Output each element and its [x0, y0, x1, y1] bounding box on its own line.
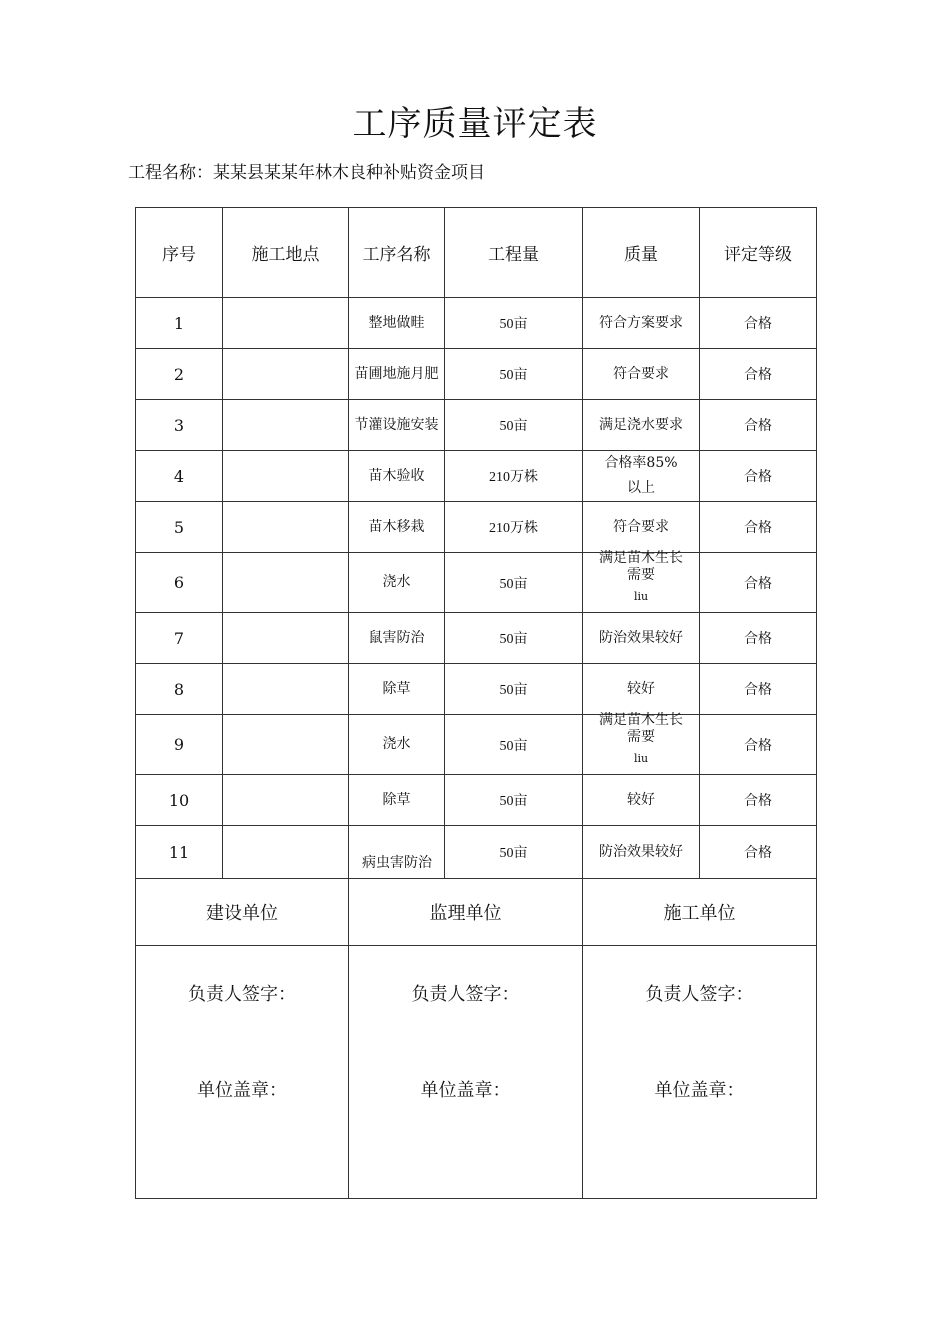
table-row: [136, 298, 817, 349]
signature-label: 负责人签字：: [188, 984, 296, 1005]
cell-grade: 合格: [700, 451, 817, 502]
header-quantity: 工程量: [445, 208, 583, 298]
cell-location: [223, 502, 349, 553]
cell-process: [349, 451, 445, 502]
table-row: [136, 451, 817, 502]
cell-quality: [583, 826, 700, 879]
cell-quality: [583, 400, 700, 451]
cell-process: [349, 613, 445, 664]
cell-quality: [583, 550, 700, 613]
process-text: 浇水: [382, 736, 411, 752]
cell-quantity: 210万株: [445, 451, 583, 502]
quality-text: 较好: [627, 791, 655, 808]
process-text: 浇水: [382, 574, 411, 590]
process-text: 除草: [382, 680, 411, 697]
process-text: 整地做畦: [368, 314, 425, 331]
process-text: 苗圃地施月肥: [354, 365, 439, 382]
cell-quantity: 50亩: [445, 775, 583, 826]
quality-annotation: liu: [633, 752, 649, 765]
cell-quantity: 50亩: [445, 664, 583, 715]
cell-seq: 2: [136, 349, 223, 400]
page-title: 工序质量评定表: [352, 104, 598, 144]
cell-grade: 合格: [700, 664, 817, 715]
quality-text: 符合要求: [613, 365, 669, 382]
cell-location: [223, 775, 349, 826]
quality-text: 满足苗木生长需要: [599, 712, 683, 745]
table-row: [136, 502, 817, 553]
cell-location: [223, 298, 349, 349]
table-row: [136, 775, 817, 826]
cell-location: [223, 451, 349, 502]
cell-process: [349, 553, 445, 613]
cell-location: [223, 613, 349, 664]
supervision-unit-label: 监理单位: [349, 879, 583, 946]
cell-seq: 7: [136, 613, 223, 664]
process-text: 苗木验收: [368, 467, 425, 484]
header-seq: 序号: [136, 208, 223, 298]
cell-process: [349, 826, 445, 879]
cell-location: [223, 715, 349, 775]
cell-seq: 9: [136, 715, 223, 775]
cell-location: [223, 553, 349, 613]
header-location: 施工地点: [223, 208, 349, 298]
cell-quality: [583, 664, 700, 715]
cell-quality: [583, 775, 700, 826]
process-text: 病虫害防治: [362, 855, 432, 871]
cell-quantity: 50亩: [445, 715, 583, 775]
seal-label: 单位盖章：: [197, 1080, 287, 1101]
cell-quantity: 50亩: [445, 349, 583, 400]
cell-process: [349, 298, 445, 349]
cell-quantity: 50亩: [445, 400, 583, 451]
cell-quality: [583, 451, 700, 502]
header-quality: 质量: [583, 208, 700, 298]
cell-process: [349, 400, 445, 451]
cell-grade: 合格: [700, 553, 817, 613]
table-row: [136, 400, 817, 451]
cell-quantity: 50亩: [445, 298, 583, 349]
quality-annotation: liu: [633, 590, 649, 603]
seal-label: 单位盖章：: [420, 1080, 511, 1101]
cell-grade: 合格: [700, 400, 817, 451]
cell-quality: [583, 298, 700, 349]
table-row: [136, 349, 817, 400]
cell-quality: [583, 502, 700, 553]
table-row: [136, 613, 817, 664]
construction-unit-label: 建设单位: [136, 879, 349, 946]
cell-process: [349, 349, 445, 400]
cell-grade: 合格: [700, 826, 817, 879]
cell-quality: [583, 712, 700, 775]
cell-process: [349, 502, 445, 553]
quality-text: 合格率85%以上: [604, 455, 678, 496]
cell-location: [223, 664, 349, 715]
units-header-row: [136, 879, 817, 946]
process-text: 鼠害防治: [368, 629, 425, 646]
seal-label: 单位盖章：: [654, 1080, 745, 1101]
cell-seq: 4: [136, 451, 223, 502]
cell-seq: 3: [136, 400, 223, 451]
contractor-signature-cell: [583, 946, 817, 1199]
header-grade: 评定等级: [700, 208, 817, 298]
process-text: 苗木移栽: [368, 518, 425, 535]
signature-label: 负责人签字：: [645, 984, 754, 1005]
process-text: 除草: [382, 791, 411, 808]
cell-location: [223, 826, 349, 879]
cell-grade: 合格: [700, 613, 817, 664]
cell-process: [349, 664, 445, 715]
signature-row: [136, 946, 817, 1199]
cell-grade: 合格: [700, 775, 817, 826]
quality-text: 满足浇水要求: [599, 416, 683, 433]
cell-location: [223, 400, 349, 451]
cell-quantity: 50亩: [445, 613, 583, 664]
cell-quantity: 210万株: [445, 502, 583, 553]
table-row: [136, 553, 817, 613]
cell-seq: 8: [136, 664, 223, 715]
construction-signature-cell: [136, 946, 349, 1199]
supervision-signature-cell: [349, 946, 583, 1199]
cell-seq: 6: [136, 553, 223, 613]
project-name: 工程名称：某某县某某年林木良种补贴资金项目: [128, 163, 485, 183]
contractor-unit-label: 施工单位: [583, 879, 817, 946]
quality-stack: [599, 550, 683, 609]
quality-text: 较好: [627, 680, 655, 697]
cell-process: [349, 715, 445, 775]
quality-text: 防治效果较好: [599, 843, 683, 860]
cell-seq: 10: [136, 775, 223, 826]
cell-quality: [583, 613, 700, 664]
cell-seq: 5: [136, 502, 223, 553]
cell-grade: 合格: [700, 715, 817, 775]
quality-text: 防治效果较好: [599, 629, 683, 646]
evaluation-table: [135, 207, 817, 1199]
cell-seq: 11: [136, 826, 223, 879]
quality-text: 满足苗木生长需要: [599, 550, 683, 583]
cell-grade: 合格: [700, 349, 817, 400]
signature-label: 负责人签字：: [411, 984, 520, 1005]
cell-quantity: 50亩: [445, 553, 583, 613]
quality-text: 符合要求: [613, 518, 669, 535]
cell-location: [223, 349, 349, 400]
cell-grade: 合格: [700, 502, 817, 553]
table-row: [136, 715, 817, 775]
header-process: 工序名称: [349, 208, 445, 298]
table-row: [136, 826, 817, 879]
quality-stack: [599, 712, 683, 771]
table-header-row: [136, 208, 817, 298]
process-text: 节灌设施安装: [354, 416, 439, 433]
cell-process: [349, 775, 445, 826]
cell-quality: [583, 349, 700, 400]
quality-text: 符合方案要求: [599, 314, 683, 331]
cell-grade: 合格: [700, 298, 817, 349]
table-row: [136, 664, 817, 715]
cell-quantity: 50亩: [445, 826, 583, 879]
cell-seq: 1: [136, 298, 223, 349]
